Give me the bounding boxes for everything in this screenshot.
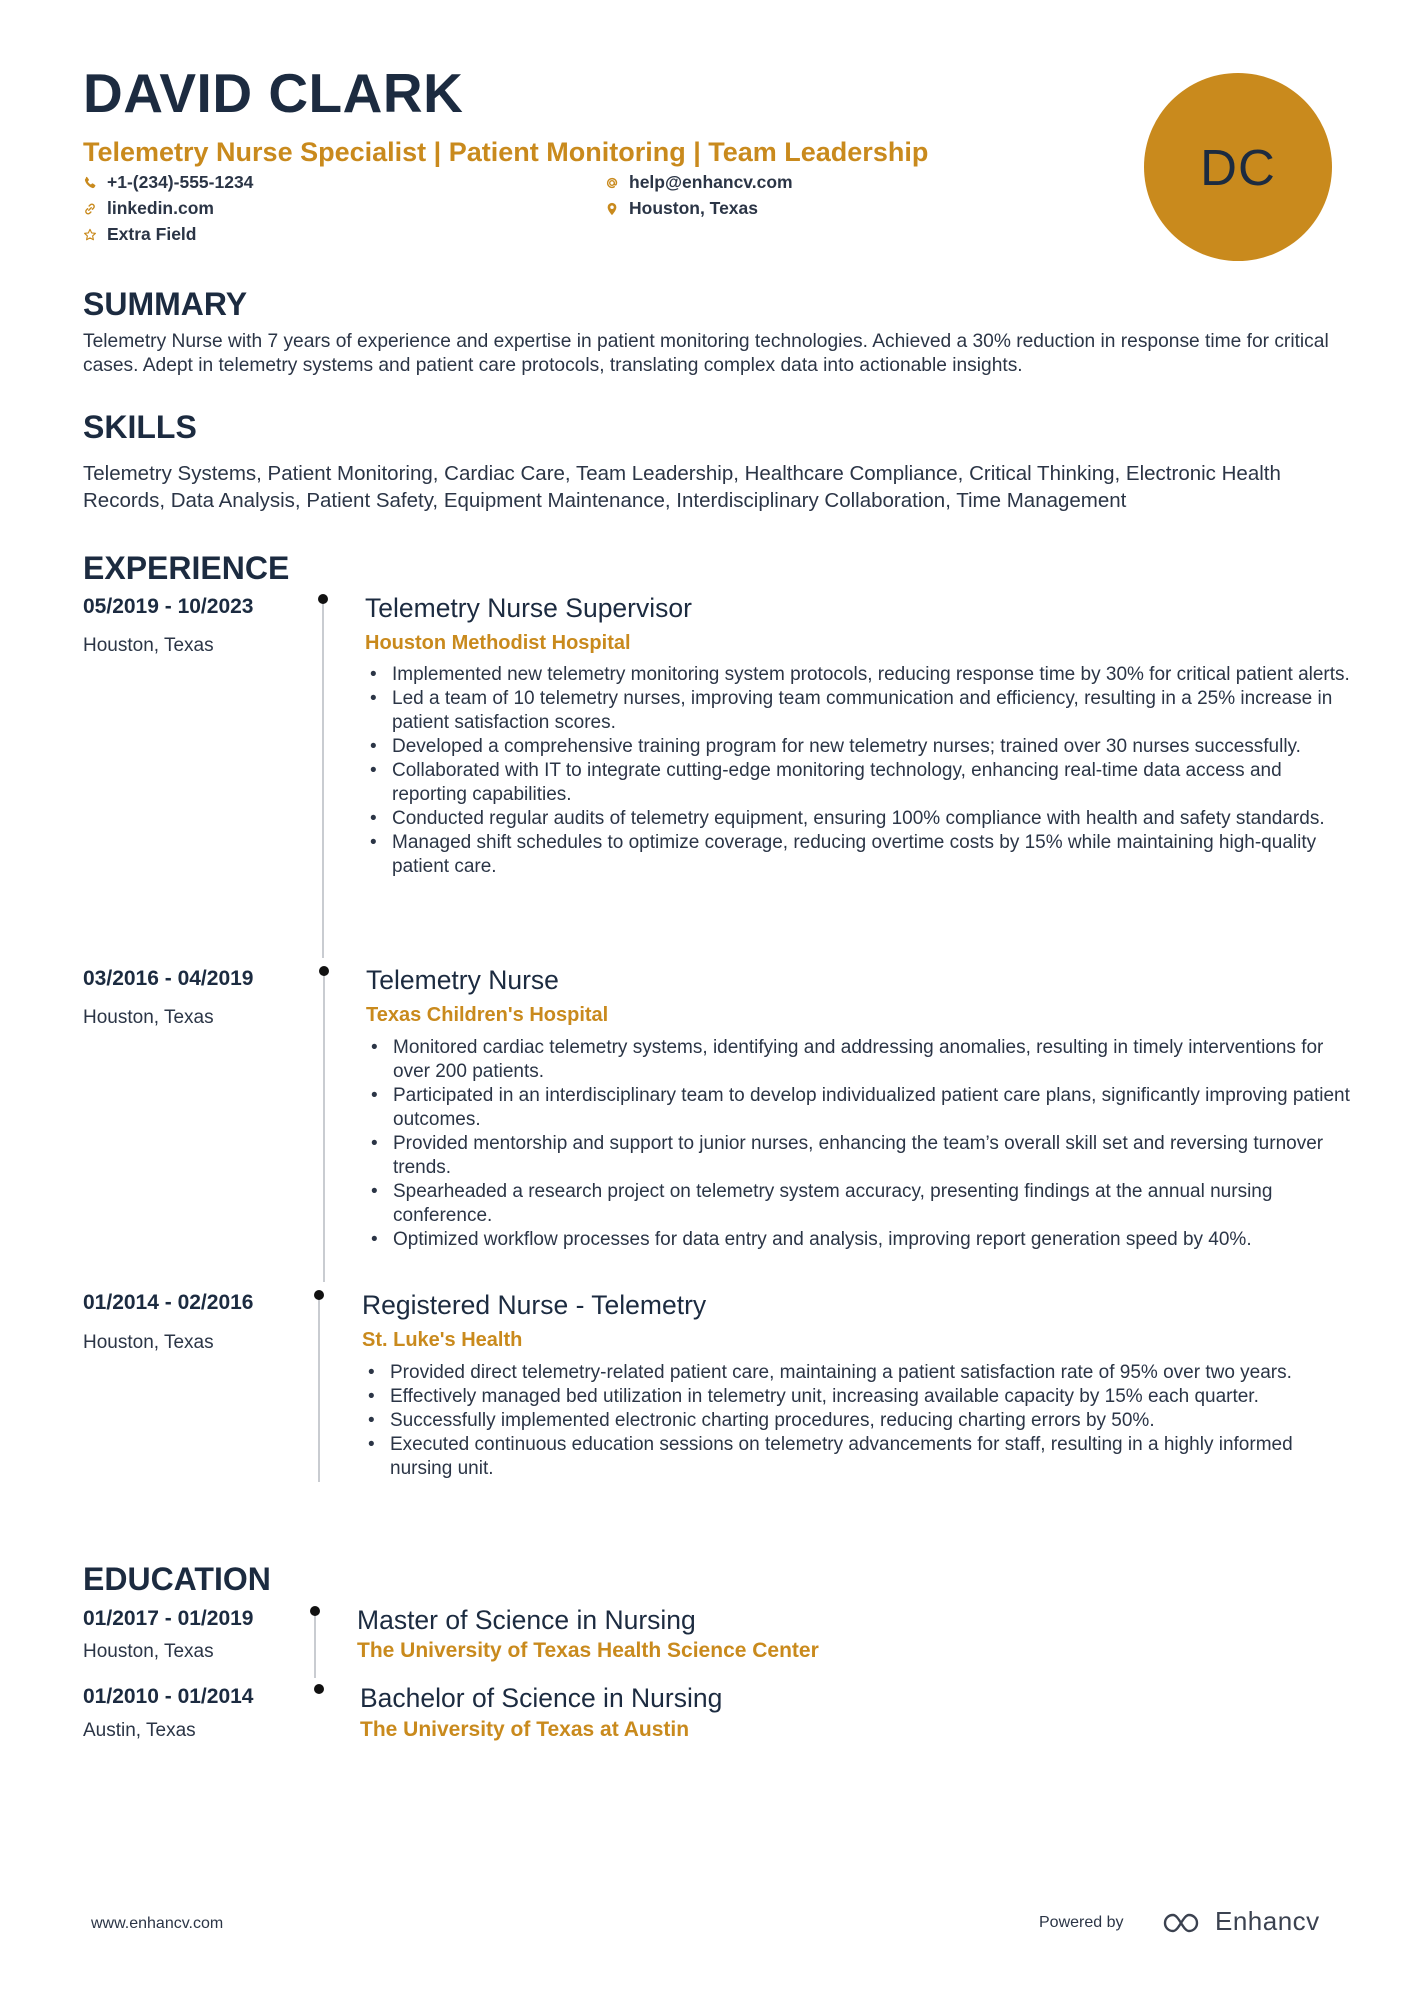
experience-bullet: • Effectively managed bed utilization in telemetry unit, increasing available capacity by 15% each quarter. bbox=[390, 1385, 1350, 1409]
timeline-dot bbox=[318, 594, 328, 604]
summary-text: Telemetry Nurse with 7 years of experience and expertise in patient monitoring technologies. Achieved a 30% reduction in response time for critical cases. Adept in telemetry systems and patient care protocols, translating complex data into actionable insights. bbox=[83, 331, 1329, 376]
experience-dates: 05/2019 - 10/2023 bbox=[83, 595, 254, 618]
contact-phone-text: +1-(234)-555-1234 bbox=[107, 172, 254, 192]
powered-by-label: Powered by bbox=[1039, 1914, 1124, 1931]
phone-icon bbox=[83, 176, 97, 190]
contact-extra-text: Extra Field bbox=[107, 224, 197, 244]
experience-bullet: • Developed a comprehensive training program for new telemetry nurses; trained over 30 nurses successfully. bbox=[392, 735, 1352, 759]
timeline-line bbox=[322, 600, 324, 958]
experience-bullet: • Provided mentorship and support to junior nurses, enhancing the team’s overall skill set and reversing turnover trends. bbox=[393, 1132, 1353, 1180]
experience-heading: EXPERIENCE bbox=[83, 550, 290, 586]
enhancv-logo-icon bbox=[1161, 1910, 1207, 1936]
contact-email[interactable] bbox=[605, 172, 793, 193]
experience-bullet: • Spearheaded a research project on telemetry system accuracy, presenting findings at the annual nursing conference. bbox=[393, 1180, 1353, 1228]
summary-heading: SUMMARY bbox=[83, 286, 248, 322]
enhancv-brand-name[interactable]: Enhancv bbox=[1215, 1906, 1320, 1936]
experience-bullet: • Monitored cardiac telemetry systems, identifying and addressing anomalies, resulting in timely interventions for over 200 patients. bbox=[393, 1036, 1353, 1084]
education-location: Austin, Texas bbox=[83, 1720, 196, 1741]
experience-org: Houston Methodist Hospital bbox=[365, 632, 631, 654]
education-heading: EDUCATION bbox=[83, 1561, 271, 1597]
education-location: Houston, Texas bbox=[83, 1641, 214, 1662]
experience-bullet: • Executed continuous education sessions on telemetry advancements for staff, resulting in a highly informed nursing unit. bbox=[390, 1433, 1350, 1481]
experience-location: Houston, Texas bbox=[83, 1332, 214, 1353]
experience-bullet: • Provided direct telemetry-related patient care, maintaining a patient satisfaction rate of 95% over two years. bbox=[390, 1361, 1350, 1385]
experience-role: Telemetry Nurse Supervisor bbox=[365, 593, 692, 623]
experience-bullets bbox=[364, 663, 1352, 879]
footer-url[interactable]: www.enhancv.com bbox=[91, 1915, 224, 1932]
timeline-dot bbox=[314, 1684, 324, 1694]
education-school: The University of Texas Health Science Center bbox=[357, 1639, 819, 1662]
experience-bullet: • Led a team of 10 telemetry nurses, improving team communication and efficiency, resulting in a 25% increase in patient satisfaction scores. bbox=[392, 687, 1352, 735]
skills-heading: SKILLS bbox=[83, 409, 197, 445]
experience-location: Houston, Texas bbox=[83, 1007, 214, 1028]
at-icon bbox=[605, 176, 619, 190]
experience-bullet: • Implemented new telemetry monitoring system protocols, reducing response time by 30% for critical patient alerts. bbox=[392, 663, 1352, 687]
star-icon bbox=[83, 228, 97, 242]
experience-bullet: • Conducted regular audits of telemetry equipment, ensuring 100% compliance with health and safety standards. bbox=[392, 807, 1352, 831]
contact-location bbox=[605, 198, 758, 219]
experience-dates: 01/2014 - 02/2016 bbox=[83, 1291, 254, 1314]
education-degree: Master of Science in Nursing bbox=[357, 1605, 696, 1635]
experience-location: Houston, Texas bbox=[83, 635, 214, 656]
contact-location-text: Houston, Texas bbox=[629, 198, 759, 218]
timeline-dot bbox=[319, 966, 329, 976]
education-degree: Bachelor of Science in Nursing bbox=[360, 1683, 723, 1713]
education-school: The University of Texas at Austin bbox=[360, 1718, 690, 1741]
experience-bullet: • Managed shift schedules to optimize coverage, reducing overtime costs by 15% while maintaining high-quality patient care. bbox=[392, 831, 1352, 879]
experience-bullet: • Collaborated with IT to integrate cutting-edge monitoring technology, enhancing real-time data access and reporting capabilities. bbox=[392, 759, 1352, 807]
experience-org: St. Luke's Health bbox=[362, 1329, 523, 1351]
skills-text: Telemetry Systems, Patient Monitoring, Cardiac Care, Team Leadership, Healthcare Compliance, Critical Thinking, Electronic Health Records, Data Analysis, Patient Safety, Equipment Maintenance, Interdisciplinary Collaboration, Time Management bbox=[83, 462, 1281, 512]
location-pin-icon bbox=[605, 202, 619, 216]
experience-bullet: • Optimized workflow processes for data entry and analysis, improving report generation speed by 40%. bbox=[393, 1228, 1353, 1252]
experience-bullets bbox=[362, 1361, 1350, 1481]
experience-role: Telemetry Nurse bbox=[366, 965, 559, 995]
experience-bullet: • Participated in an interdisciplinary team to develop individualized patient care plans, significantly improving patient outcomes. bbox=[393, 1084, 1353, 1132]
contact-linkedin[interactable] bbox=[83, 198, 214, 219]
experience-role: Registered Nurse - Telemetry bbox=[362, 1290, 707, 1320]
candidate-name: DAVID CLARK bbox=[83, 62, 464, 124]
avatar bbox=[1144, 73, 1332, 261]
link-icon bbox=[83, 202, 97, 216]
experience-dates: 03/2016 - 04/2019 bbox=[83, 967, 254, 990]
timeline-line bbox=[323, 972, 325, 1282]
experience-bullet: • Successfully implemented electronic charting procedures, reducing charting errors by 50%. bbox=[390, 1409, 1350, 1433]
contact-linkedin-text: linkedin.com bbox=[107, 198, 214, 218]
avatar-initials: DC bbox=[1200, 138, 1276, 196]
contact-phone[interactable] bbox=[83, 172, 253, 193]
contact-extra-field bbox=[83, 224, 196, 245]
candidate-tagline: Telemetry Nurse Specialist | Patient Monitoring | Team Leadership bbox=[83, 137, 929, 167]
timeline-line bbox=[314, 1612, 316, 1678]
timeline-dot bbox=[314, 1290, 324, 1300]
timeline-line bbox=[318, 1296, 320, 1482]
experience-bullets bbox=[365, 1036, 1353, 1252]
education-dates: 01/2017 - 01/2019 bbox=[83, 1607, 254, 1630]
timeline-dot bbox=[310, 1606, 320, 1616]
experience-org: Texas Children's Hospital bbox=[366, 1004, 609, 1026]
contact-email-text: help@enhancv.com bbox=[629, 172, 793, 192]
education-dates: 01/2010 - 01/2014 bbox=[83, 1685, 254, 1708]
